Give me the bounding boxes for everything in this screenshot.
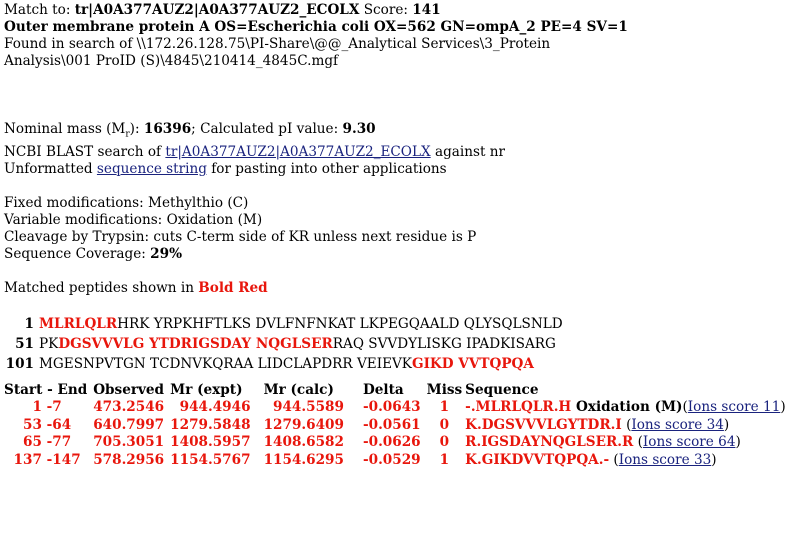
cell-mr-calc: 1154.6295 — [263, 451, 344, 468]
cell-mr-calc: 944.5589 — [273, 399, 344, 416]
cell-sequence: R.IGSDAYNQGLSER.R (Ions score 64) — [465, 434, 741, 451]
peptide-match-table — [4, 382, 789, 470]
table-row — [4, 399, 789, 417]
cell-sequence: K.GIKDVVTQPQA.- (Ions score 33) — [465, 451, 717, 468]
ions-link-paren: ( — [633, 434, 643, 451]
ions-score-link[interactable]: Ions score 64 — [642, 434, 736, 451]
nominal-mass-label: Nominal mass (M — [4, 121, 126, 137]
cell-mr-expt: 944.4946 — [179, 399, 251, 416]
coverage-value: 29% — [150, 245, 182, 262]
cell-delta: -0.0643 — [362, 399, 421, 416]
sequence-string-link[interactable]: sequence string — [96, 160, 207, 177]
ions-link-paren: ( — [621, 416, 632, 433]
cell-mr-calc: 1279.6409 — [263, 416, 344, 433]
col-mr-expt: Mr (expt) — [170, 381, 243, 398]
cleavage-info: Cleavage by Trypsin: cuts C-term side of KR unless next residue is P — [4, 228, 477, 245]
ions-link-close: ) — [735, 434, 741, 451]
table-row — [4, 434, 789, 452]
cell-observed: 640.7997 — [93, 416, 165, 433]
ions-score-link[interactable]: Ions score 11 — [687, 399, 781, 416]
cell-start-end: 137 -147 — [13, 451, 81, 468]
matched-note-highlight: Bold Red — [198, 279, 268, 296]
ions-score-link[interactable]: Ions score 34 — [631, 416, 724, 433]
nominal-mass-subscript: r — [125, 129, 130, 140]
cell-miss: 0 — [439, 416, 450, 433]
ions-link-paren: ( — [609, 451, 619, 468]
cell-mr-expt: 1279.5848 — [170, 416, 251, 433]
col-start-end: Start - End — [4, 381, 88, 398]
sequence-position: 51 — [15, 335, 34, 352]
score-label: Score: — [359, 2, 413, 18]
match-accession: tr|A0A377AUZ2|A0A377AUZ2_ECOLX — [74, 2, 360, 18]
sequence-row — [4, 334, 694, 354]
matched-residues: DGSVVVLG YTDRIGSDAY NQGLSER — [58, 335, 333, 352]
unformatted-sequence-line — [4, 161, 694, 178]
nominal-mass-line — [4, 121, 694, 144]
variable-modifications: Variable modifications: Oxidation (M) — [4, 211, 263, 228]
col-mr-calc: Mr (calc) — [263, 381, 334, 398]
matched-peptides-note — [4, 280, 694, 297]
cell-sequence: -.MLRLQLR.H Oxidation (M)(Ions score 11) — [465, 399, 786, 416]
cell-mr-calc: 1408.6582 — [263, 434, 344, 451]
cell-sequence: K.DGSVVVLGYTDR.I (Ions score 34) — [465, 416, 730, 433]
cell-miss: 0 — [439, 434, 450, 451]
cell-start-end: 53 -64 — [22, 416, 72, 433]
cell-start-end: 65 -77 — [22, 434, 72, 451]
fixed-modifications: Fixed modifications: Methylthio (C) — [4, 194, 249, 211]
nominal-mass-separator: ): — [129, 121, 144, 137]
score-value: 141 — [412, 2, 441, 18]
col-miss: Miss — [426, 381, 463, 398]
unmatched-residues: PK — [39, 335, 59, 352]
table-row — [4, 417, 789, 435]
blast-suffix: against nr — [430, 143, 506, 160]
table-row — [4, 452, 789, 470]
sequence-position: 1 — [24, 315, 34, 332]
ions-link-close: ) — [711, 451, 717, 468]
blast-search-line — [4, 144, 694, 161]
unformatted-prefix: Unformatted — [4, 160, 97, 177]
coverage-label: Sequence Coverage: — [4, 245, 151, 262]
ions-score-link[interactable]: Ions score 33 — [618, 451, 712, 468]
cell-observed: 578.2956 — [93, 451, 165, 468]
unmatched-residues: MGESNPVTGN TCDNVKQRAA LIDCLAPDRR VEIEVK — [39, 355, 412, 372]
protein-sequence-block — [4, 314, 694, 374]
col-observed: Observed — [93, 381, 165, 398]
found-in-search-line-2: Analysis\001 ProID (S)\4845\210414_4845C.mgf — [4, 53, 339, 69]
ions-link-close: ) — [780, 399, 786, 416]
found-in-search-line-1: Found in search of \\172.26.128.75\PI-Share\@@_Analytical Services\3_Protein — [4, 36, 551, 52]
match-prefix: Match to: — [4, 2, 75, 18]
cell-miss: 1 — [439, 399, 450, 416]
cell-miss: 1 — [439, 451, 450, 468]
unmatched-residues: RAQ SVVDYLISKG IPADKISARG — [332, 335, 556, 352]
protein-description: Outer membrane protein A OS=Escherichia coli OX=562 GN=ompA_2 PE=4 SV=1 — [4, 19, 628, 35]
unformatted-suffix: for pasting into other applications — [206, 160, 447, 177]
pi-label: ; Calculated pI value: — [191, 121, 343, 137]
sequence-row — [4, 354, 694, 374]
matched-note-text: Matched peptides shown in — [4, 279, 199, 296]
match-line — [4, 2, 694, 19]
cell-mr-expt: 1154.5767 — [170, 451, 251, 468]
modification-label: Oxidation (M) — [571, 399, 683, 416]
table-header-row — [4, 382, 789, 400]
matched-residues: GIKD VVTQPQA — [411, 355, 534, 372]
sequence-coverage — [4, 246, 694, 263]
unmatched-residues: HRK YRPKHFTLKS DVLFNFNKAT LKPEGQAALD QLYSQLSNLD — [117, 315, 563, 332]
matched-residues: MLRLQLR — [39, 315, 118, 332]
sequence-position: 101 — [5, 355, 34, 372]
cell-delta: -0.0626 — [362, 434, 421, 451]
col-delta: Delta — [362, 381, 404, 398]
protein-view-page — [4, 2, 786, 469]
cell-delta: -0.0529 — [362, 451, 421, 468]
pi-value: 9.30 — [342, 121, 376, 137]
sequence-row — [4, 314, 694, 334]
cell-delta: -0.0561 — [362, 416, 421, 433]
ions-link-close: ) — [723, 416, 730, 433]
cell-observed: 705.3051 — [93, 434, 165, 451]
col-sequence: Sequence — [465, 381, 539, 398]
cell-observed: 473.2546 — [93, 399, 165, 416]
nominal-mass-value: 16396 — [143, 121, 192, 137]
blast-accession-link[interactable]: tr|A0A377AUZ2|A0A377AUZ2_ECOLX — [165, 143, 431, 160]
ions-link-paren: ( — [682, 399, 688, 416]
blast-prefix: NCBI BLAST search of — [4, 143, 166, 160]
cell-mr-expt: 1408.5957 — [170, 434, 251, 451]
cell-start-end: 1 -7 — [32, 399, 62, 416]
